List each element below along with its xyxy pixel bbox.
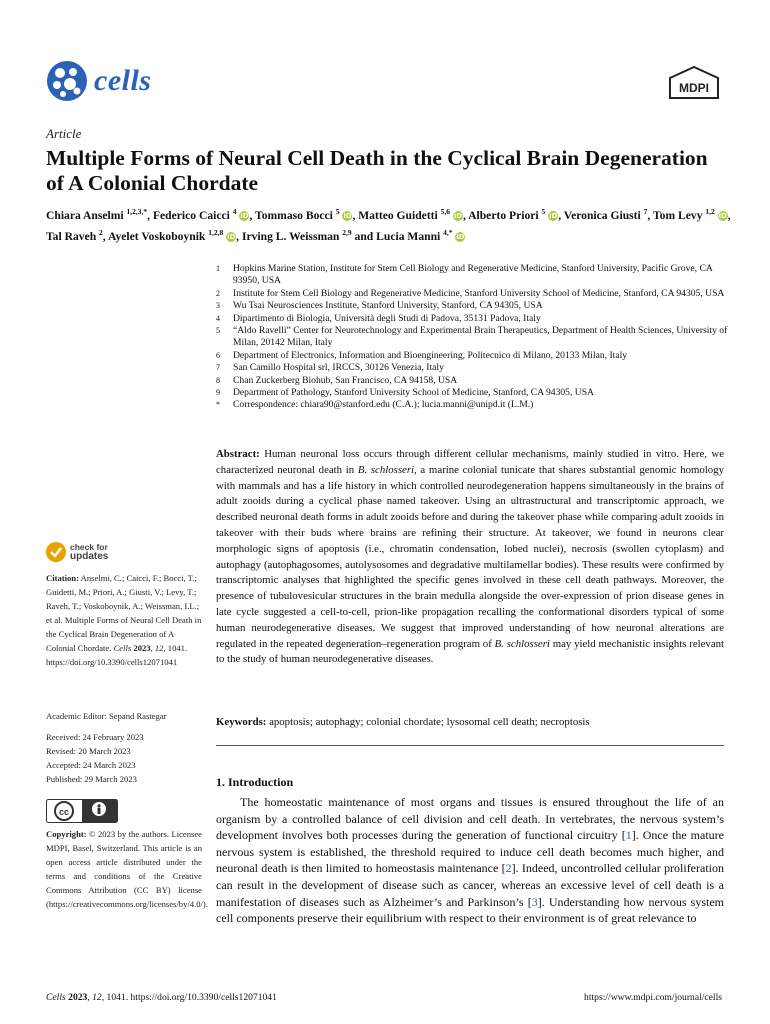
orcid-icon[interactable]: iD (718, 211, 727, 220)
publication-dates (46, 730, 202, 786)
orcid-icon[interactable]: iD (240, 211, 249, 220)
citation-journal: Cells (113, 643, 132, 653)
author-name-text: Lucia Manni (376, 229, 444, 243)
affiliation-text: “Aldo Ravelli” Center for Neurotechnology and Experimental Brain Therapeutics, Department of Health Sciences, University of Milan, 20142 Milan, Italy (233, 325, 728, 349)
orcid-icon[interactable]: iD (549, 211, 558, 220)
citation-year: 2023 (133, 643, 151, 653)
author-name-text: Matteo Guidetti (358, 208, 441, 222)
check-updates-icon (46, 542, 66, 562)
check-updates-label (70, 543, 108, 561)
footer-year: 2023 (68, 992, 88, 1003)
author-name (376, 227, 465, 243)
page-title: Multiple Forms of Neural Cell Death in the Cyclical Brain Degeneration of A Colonial Chordate (46, 146, 708, 195)
affiliation-text: Department of Pathology, Stanford University School of Medicine, Stanford, CA 94305, USA (233, 387, 594, 399)
author-name (653, 209, 728, 222)
author-name (46, 227, 103, 243)
author-name-text: Tom Levy (653, 208, 706, 222)
author-affiliation-sup: 4 (232, 207, 237, 216)
date-accepted: Accepted: 24 March 2023 (46, 760, 136, 770)
affiliation-number: 2 (216, 288, 220, 298)
intro-text: ]. Once the mature nervous system is established, the threshold required to induce cell death becomes much higher, and neuronal death is then limited to homeostasis maintenance [ (216, 828, 724, 876)
author-name (46, 209, 147, 222)
affiliation-text: Dipartimento di Biologia, Università degli Studi di Padova, 35131 Padova, Italy (233, 312, 541, 324)
academic-editor: Academic Editor: Sepand Rastegar (46, 711, 167, 721)
author-name (358, 209, 463, 222)
cells-logo-icon (46, 60, 88, 102)
affiliation-number: 6 (216, 350, 220, 360)
citation-link[interactable]: 3 (531, 894, 538, 909)
cc-by-license-icon[interactable] (46, 799, 118, 823)
author-name-text: Veronica Giusti (563, 208, 644, 222)
date-revised: Revised: 20 March 2023 (46, 746, 131, 756)
author-name (255, 209, 352, 222)
journal-url[interactable]: https://www.mdpi.com/journal/cells (584, 992, 722, 1003)
author-name-text: Federico Caicci (152, 208, 233, 222)
affiliation-text: Hopkins Marine Station, Institute for Stem Cell Biology and Regenerative Medicine, Stanford University, Pacific Grove, CA 93950, USA (233, 263, 713, 287)
copyright-text: © 2023 by the authors. Licensee MDPI, Basel, Switzerland. This article is an open access article distributed under the terms and conditions of the Creative Commons Attribution (CC BY) license (https://creativecommons.org/licenses/by/4.0/). (46, 829, 208, 909)
mdpi-logo-icon (666, 66, 722, 100)
citation-doi[interactable]: , 1041. https://doi.org/10.3390/cells12071041 (46, 643, 188, 667)
author-name (107, 227, 236, 243)
affiliation-item (216, 375, 736, 387)
affiliation-item (216, 325, 736, 350)
author-affiliation-sup: 7 (643, 207, 648, 216)
citation-volume: 12 (154, 643, 164, 653)
author-affiliation-sup: 1,2,3,* (126, 207, 148, 216)
intro-text: ]. Indeed, uncontrolled cellular proliferation can result in the development of disease such as cancer, whereas an excessive level of cell death is a manifestation of diseases such as Alzheimer’s and Parkinson’s [ (216, 861, 725, 909)
affiliation-number: 1 (216, 264, 220, 273)
orcid-icon[interactable]: iD (227, 232, 236, 241)
introduction-text (216, 794, 724, 927)
citation-text: Anselmi, C.; Caicci, F.; Bocci, T.; Guidetti, M.; Priori, A.; Giusti, V.; Levy, T.; Raveh, T.; Voskoboynik, A.; Weissman, I.L.; et al. Multiple Forms of Neural Cell Death in the Cyclical Brain Degeneration of A Colonial Chordate. (46, 573, 202, 653)
affiliation-item (216, 300, 736, 312)
affiliation-list (216, 263, 736, 412)
affiliation-item (216, 350, 736, 362)
article-type: Article (46, 126, 82, 141)
abstract-text: , a marine colonial tunicate that shares substantial genomic homology with mammals and has a life history in which controlled neurodegeneration happens simultaneously in the brains of adult zooids during a cyclical phase named takeover. Using an ultrastructural and transcriptomic approach, we described neuronal death forms in adult zooids before and during the takeover phase while comparing adult zooids in takeover with their buds where brains are refining their structure. At takeover, we found in neurons clear morphologic signs of apoptosis (i.e., chromatin condensation, lobed nuclei), necrosis (swollen cytoplasm) and autophagy (autophagosomes, autolysosomes and degradative multilamellar bodies). These results were confirmed by transcriptomic analyses that highlighted the specific genes involved in these cell death pathways. Moreover, the presence of tubulovesicular structures in the brain medulla alongside the over-expression of prion disease genes in late cycle suggested a cell-to-cell, prion-like propagation recalling the conformational disorders typical of some human neurodegenerative diseases. We suggest that improved understanding of how neuronal alterations are regulated in the repeated degeneration–regeneration program of (216, 463, 724, 650)
affiliation-item (216, 399, 736, 411)
abstract (216, 447, 724, 668)
affiliation-text: San Camillo Hospital srl, IRCCS, 30126 Venezia, Italy (233, 362, 444, 374)
author-list: Chiara Anselmi $^{1,2,3,*}$, Federico Caicci $^4$ iD, Tommaso Bocci $^5$ iD, Matteo Guidetti $^{5,6}$ iD, Alberto Priori $^5$ iD, Veronica Giusti $^7$, Tom Levy $^{1,2}$ iD, Tal Raveh $^2$, Ayelet Voskoboynik $^{1,2,8}$ iD, Irving L. Weissman $^{2,9}$ and Lucia Manni $^{4,*}$ iD (46, 207, 731, 243)
author-name-text: Chiara Anselmi (46, 208, 127, 222)
citation-block: Citation: Anselmi, C.; Caicci, F.; Bocci, T.; Guidetti, M.; Priori, A.; Giusti, V.; Levy, T.; Raveh, T.; Voskoboynik, A.; Weissman, I.L.; et al. Multiple Forms of Neural Cell Death in the Cyclical Brain Degeneration of A Colonial Chordate. Cells 2023, 12, 1041. https://doi.org/10.3390/cells12071041 (46, 573, 202, 667)
affiliation-item (216, 288, 736, 300)
author-name-text: Alberto Priori (468, 208, 542, 222)
affiliation-text: Correspondence: chiara90@stanford.edu (C.A.); lucia.manni@unipd.it (L.M.) (233, 399, 534, 411)
abstract-text: Human neuronal loss occurs through different cellular mechanisms, mainly studied in vitro. Here, we characterized neuronal death in (216, 448, 725, 476)
date-received: Received: 24 February 2023 (46, 732, 144, 742)
author-affiliation-sup: 5,6 (440, 207, 451, 216)
affiliation-text: Department of Electronics, Information and Bioengineering, Politecnico di Milano, 20133 Milan, Italy (233, 349, 628, 361)
author-name-text: Irving L. Weissman (241, 229, 343, 243)
footer-doi[interactable]: , 1041. https://doi.org/10.3390/cells12071041 (101, 992, 277, 1003)
keywords-text: apoptosis; autophagy; colonial chordate; lysosomal cell death; necroptosis (269, 716, 590, 728)
affiliation-item (216, 263, 736, 288)
author-name (468, 209, 558, 222)
affiliation-number: * (216, 400, 220, 410)
species-name: B. schlosseri (494, 637, 550, 650)
citation-link[interactable]: 2 (505, 861, 512, 876)
journal-logo (46, 60, 151, 102)
author-name-text: Tommaso Bocci (255, 208, 336, 222)
check-for-updates-button[interactable] (46, 542, 108, 562)
affiliation-text: Wu Tsai Neurosciences Institute, Stanford University, Stanford, CA 94305, USA (233, 300, 543, 312)
intro-text: The homeostatic maintenance of most organs and tissues is ensured throughout the life of an organism by a controlled balance of cell division and cell death. In vertebrates, the nervous system’s development involves both processes during the generation of functional circuitry [ (216, 795, 724, 843)
affiliation-item (216, 387, 736, 399)
journal-name: cells (94, 64, 152, 97)
affiliation-number: 7 (216, 363, 220, 373)
citation-label: Citation: (46, 573, 79, 583)
affiliation-text: Chan Zuckerberg Biohub, San Francisco, CA 94158, USA (233, 374, 458, 386)
keywords (216, 716, 724, 728)
affiliation-item (216, 362, 736, 374)
orcid-icon[interactable]: iD (453, 211, 463, 220)
affiliation-item (216, 313, 736, 325)
intro-text: ]. Understanding how nervous system cell components preserve their equilibrium with respect to their environment is of great relevance to (216, 894, 724, 926)
affiliation-number: 4 (216, 313, 220, 323)
orcid-icon[interactable]: iD (456, 232, 465, 241)
affiliation-text: Institute for Stem Cell Biology and Regenerative Medicine, Stanford University School of Medicine, Stanford, CA 94305, USA (233, 287, 725, 299)
author-name (153, 209, 250, 222)
author-affiliation-sup: 1,2 (705, 207, 715, 216)
author-affiliation-sup: 2 (99, 227, 103, 237)
author-affiliation-sup: 5 (335, 207, 340, 216)
svg-text:cc: cc (58, 807, 70, 817)
check-updates-line: updates (70, 551, 109, 562)
affiliation-number: 5 (216, 326, 220, 336)
check-updates-line: check for (70, 542, 108, 552)
section-heading: 1. Introduction (216, 775, 294, 789)
abstract-text: may yield mechanistic insights relevant to the study of human neurodegenerative diseases. (216, 637, 725, 666)
author-name-text: Tal Raveh (46, 229, 100, 243)
date-published: Published: 29 March 2023 (46, 774, 137, 784)
publisher-name: MDPI (679, 81, 709, 95)
copyright-block (46, 827, 208, 911)
species-name: B. schlosseri (357, 463, 415, 476)
footer-citation: Cells 2023, 12, 1041. https://doi.org/10.3390/cells12071041 (46, 992, 277, 1003)
author-affiliation-sup: 4,* (443, 227, 453, 237)
author-affiliation-sup: 2,9 (342, 227, 352, 237)
author-affiliation-sup: 5 (541, 207, 546, 216)
citation-link[interactable]: 1 (625, 828, 632, 843)
author-name-text: Ayelet Voskoboynik (107, 229, 209, 243)
footer-volume: 12 (92, 992, 102, 1003)
copyright-label: Copyright: (46, 829, 87, 839)
affiliation-number: 9 (216, 388, 220, 398)
affiliation-number: 8 (216, 375, 220, 385)
author-name (564, 209, 648, 222)
section-divider (216, 745, 724, 746)
abstract-label: Abstract: (216, 448, 260, 460)
author-affiliation-sup: 1,2,8 (208, 227, 224, 237)
affiliation-number: 3 (216, 301, 220, 311)
keywords-label: Keywords: (216, 716, 267, 728)
author-name (241, 227, 352, 243)
footer-journal: Cells (46, 992, 66, 1003)
orcid-icon[interactable]: iD (343, 211, 352, 220)
